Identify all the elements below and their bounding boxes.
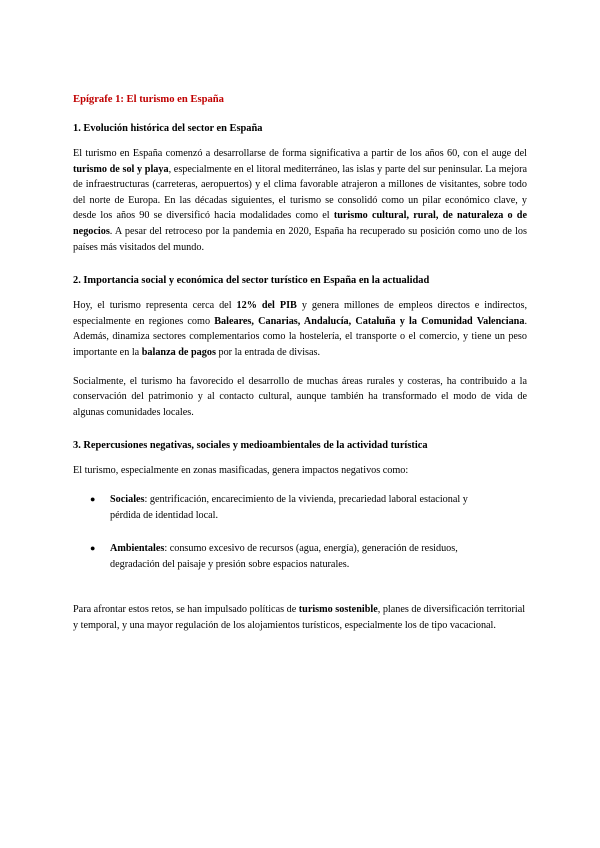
section-2-paragraph-1: Hoy, el turismo representa cerca del 12% del PIB y genera millones de empleos directos e indirectos, especialmente en regiones como Baleares, Canarias, Andalucía, Cataluña y la Comunidad Valenciana. Además, dinamiza sectores complementarios como la hostelería, el transporte o el comercio, y tiene un peso importante en la balanza de pagos por la entrada de divisas. [73, 300, 527, 358]
section-3-heading: 3. Repercusiones negativas, sociales y medioambientales de la actividad turística [73, 440, 428, 452]
section-3-closing: Para afrontar estos retos, se han impulsado políticas de turismo sostenible, planes de diversificación territorial y temporal, y una mayor regulación de los alojamientos turísticos, especialmente los de tipo vacacional. [73, 604, 526, 631]
section-1-heading: 1. Evolución histórica del sector en España [73, 123, 263, 134]
impacts-list [73, 492, 527, 572]
list-item-ambientales: ● Ambientales: consumo excesivo de recursos (agua, energía), generación de residuos, degradación del paisaje y presión sobre espacios naturales. [90, 543, 458, 570]
bullet-icon: ● [90, 493, 96, 504]
section-3-intro: El turismo, especialmente en zonas masificadas, genera impactos negativos como: [73, 465, 409, 477]
section-2-heading: 2. Importancia social y económica del sector turístico en España en la actualidad [73, 275, 430, 287]
bullet-icon: ● [90, 543, 96, 554]
list-item-sociales: ● Sociales: gentrificación, encarecimiento de la vivienda, precariedad laboral estacional y pérdida de identidad local. [90, 493, 468, 521]
section-2-paragraph-2: Socialmente, el turismo ha favorecido el desarrollo de muchas áreas rurales y costeras, ha contribuido a la conservación del patrimonio y al contacto cultural, aunque también ha transformado el modo de vida de algunas comunidades locales. [73, 375, 527, 418]
epigrafe-title: Epígrafe 1: El turismo en España [73, 94, 224, 105]
section-1-paragraph: El turismo en España comenzó a desarrollarse de forma significativa a partir de los años 60, con el auge del turismo de sol y playa, especialmente en el litoral mediterráneo, las islas y parte del sur peninsular. La mejora de infraestructuras (carreteras, aeropuertos) y el clima favorable atrajeron a millones de visitantes, sobre todo del norte de Europa. En las décadas siguientes, el turismo se consolidó como un pilar económico clave, y desde los años 90 se diversificó hacia modalidades como el turismo cultural, rural, de naturaleza o de negocios. A pesar del retroceso por la pandemia en 2020, España ha recuperado su posición como uno de los países más visitados del mundo. [73, 148, 527, 253]
